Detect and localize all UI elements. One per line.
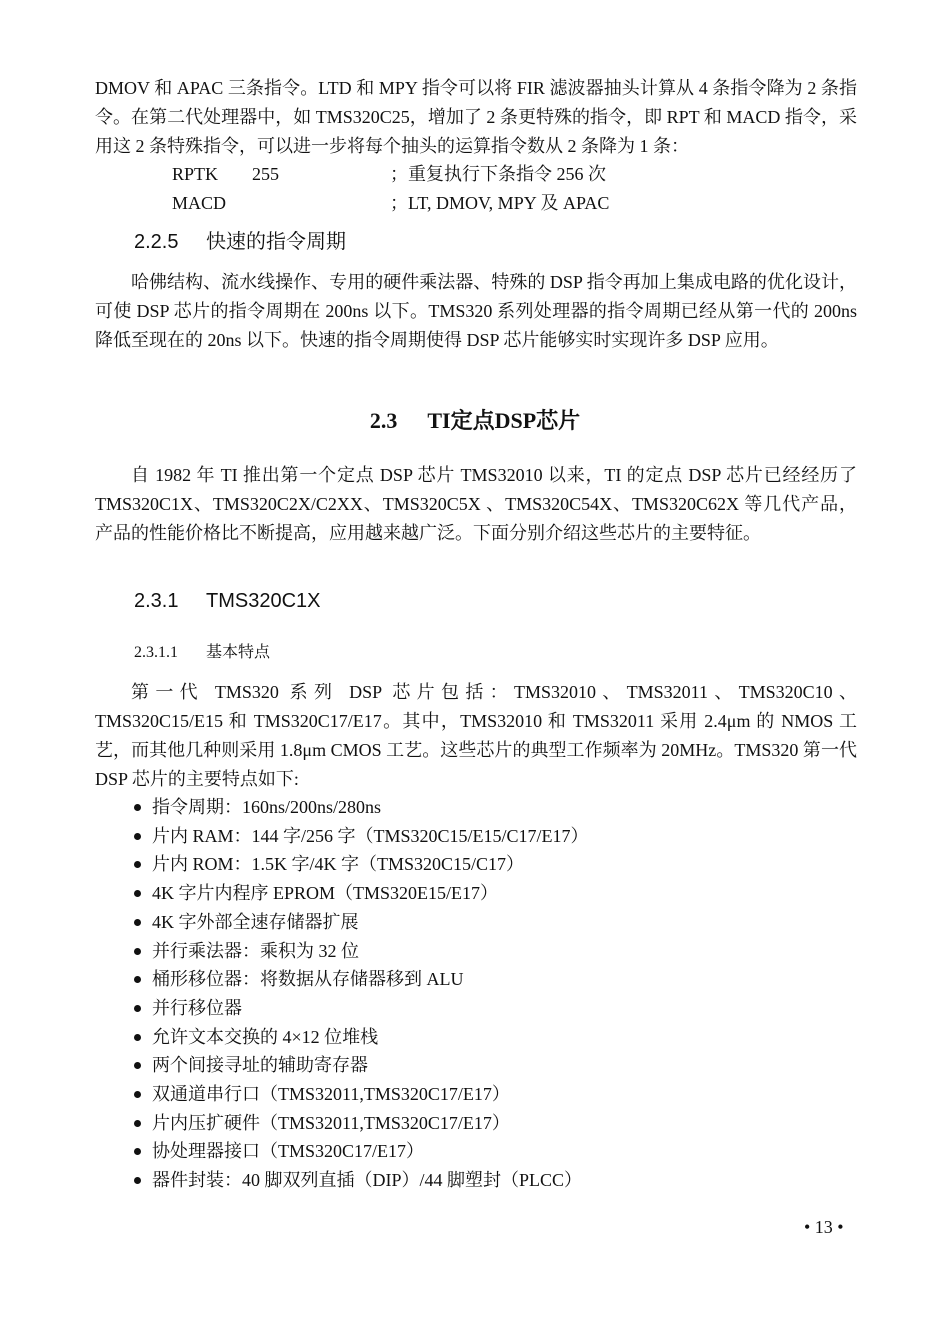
list-item: 4K 字片内程序 EPROM（TMS320E15/E17） bbox=[134, 879, 589, 908]
list-item: 桶形移位器：将数据从存储器移到 ALU bbox=[134, 965, 589, 994]
heading-number: 2.3 bbox=[369, 408, 398, 433]
list-item: 片内 ROM：1.5K 字/4K 字（TMS320C15/C17） bbox=[134, 850, 589, 879]
list-item: 两个间接寻址的辅助寄存器 bbox=[134, 1051, 589, 1080]
bullet-icon bbox=[134, 919, 141, 926]
page-number: • 13 • bbox=[804, 1217, 844, 1237]
heading-title: 基本特点 bbox=[206, 644, 271, 661]
heading-number: 2.2.5 bbox=[134, 231, 179, 253]
list-item: 片内 RAM：144 字/256 字（TMS320C15/E15/C17/E17） bbox=[134, 822, 589, 851]
list-item: 允许文本交换的 4×12 位堆栈 bbox=[134, 1023, 589, 1052]
heading-2-2-5 bbox=[134, 228, 346, 256]
bullet-icon bbox=[134, 861, 141, 868]
list-item: 协处理器接口（TMS320C17/E17） bbox=[134, 1137, 589, 1166]
paragraph-first-generation: 第一代 TMS320 系列 DSP 芯片包括：TMS32010、TMS32011、TMS320C10、TMS320C15/E15 和 TMS320C17/E17。其中，TMS32010 和 TMS32011 采用 2.4μm 的 NMOS 工艺，而其他几种则采用 1.8μm CMOS 工艺。这些芯片的典型工作频率为 20MHz。TMS320 第一代 DSP 芯片的主要特点如下: bbox=[95, 682, 857, 789]
bullet-icon bbox=[134, 1148, 141, 1155]
bullet-icon bbox=[134, 1177, 141, 1184]
heading-title: 快速的指令周期 bbox=[206, 231, 346, 253]
heading-2-3 bbox=[0, 406, 950, 436]
bullet-icon bbox=[134, 804, 141, 811]
code-line-macd bbox=[172, 189, 609, 218]
code-op: RPTK bbox=[172, 164, 219, 184]
bullet-icon bbox=[134, 1091, 141, 1098]
bullet-icon bbox=[134, 890, 141, 897]
bullet-icon bbox=[134, 833, 141, 840]
heading-number: 2.3.1 bbox=[134, 590, 179, 612]
heading-title: TMS320C1X bbox=[206, 590, 321, 612]
heading-number: 2.3.1.1 bbox=[134, 644, 178, 661]
list-item: 器件封装：40 脚双列直插（DIP）/44 脚塑封（PLCC） bbox=[134, 1166, 589, 1195]
code-line-rptk bbox=[172, 160, 606, 189]
paragraph-instruction-cycle: 哈佛结构、流水线操作、专用的硬件乘法器、特殊的 DSP 指令再加上集成电路的优化设计，可使 DSP 芯片的指令周期在 200ns 以下。TMS320 系列处理器的指令周期已经从第一代的 200ns 降低至现在的 20ns 以下。快速的指令周期使得 DSP 芯片能够实时实现许多 DSP 应用。 bbox=[95, 272, 857, 350]
bullet-icon bbox=[134, 1005, 141, 1012]
bullet-icon bbox=[134, 948, 141, 955]
bullet-icon bbox=[134, 1034, 141, 1041]
heading-2-3-1 bbox=[134, 587, 321, 615]
bullet-icon bbox=[134, 1062, 141, 1069]
bullet-icon bbox=[134, 1120, 141, 1127]
list-item: 指令周期：160ns/200ns/280ns bbox=[134, 793, 589, 822]
list-item: 片内压扩硬件（TMS32011,TMS320C17/E17） bbox=[134, 1109, 589, 1138]
code-op: MACD bbox=[172, 193, 227, 213]
paragraph-instructions: DMOV 和 APAC 三条指令。LTD 和 MPY 指令可以将 FIR 滤波器抽头计算从 4 条指令降为 2 条指令。在第二代处理器中，如 TMS320C25，增加了 2 条更特殊的指令，即 RPT 和 MACD 指令，采用这 2 条特殊指令，可以进一步将每个抽头的运算指令数从 2 条降为 1 条： bbox=[95, 78, 857, 156]
paragraph-ti-fixed-point: 自 1982 年 TI 推出第一个定点 DSP 芯片 TMS32010 以来，TI 的定点 DSP 芯片已经经历了 TMS320C1X、TMS320C2X/C2XX、TMS320C5X 、TMS320C54X、TMS320C62X 等几代产品，产品的性能价格比不断提高，应用越来越广泛。下面分别介绍这些芯片的主要特征。 bbox=[95, 465, 857, 543]
heading-title: TI定点DSP芯片 bbox=[427, 408, 581, 433]
list-item: 4K 字外部全速存储器扩展 bbox=[134, 908, 589, 937]
code-comment: ；重复执行下条指令 256 次 bbox=[390, 164, 606, 184]
heading-2-3-1-1 bbox=[134, 640, 270, 666]
feature-list bbox=[134, 793, 589, 1195]
list-item: 双通道串行口（TMS32011,TMS320C17/E17） bbox=[134, 1080, 589, 1109]
code-arg: 255 bbox=[252, 164, 279, 184]
list-item: 并行移位器 bbox=[134, 994, 589, 1023]
code-comment: ；LT, DMOV, MPY 及 APAC bbox=[390, 193, 610, 213]
list-item: 并行乘法器：乘积为 32 位 bbox=[134, 937, 589, 966]
bullet-icon bbox=[134, 976, 141, 983]
